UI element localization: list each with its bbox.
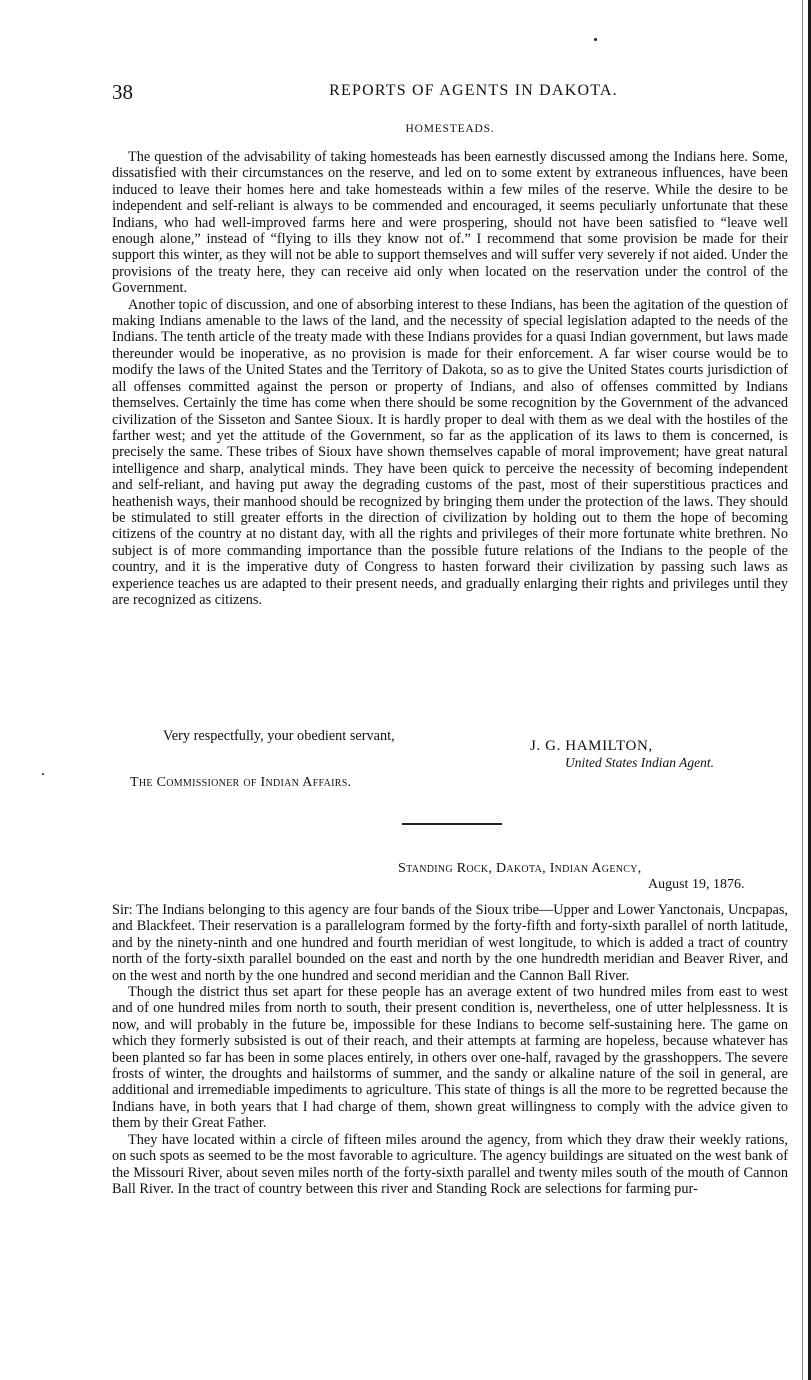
page-number: 38 — [112, 80, 133, 104]
running-head: REPORTS OF AGENTS IN DAKOTA. — [329, 82, 618, 99]
section-heading-homesteads: HOMESTEADS. — [405, 123, 495, 135]
dateline-date: August 19, 1876. — [648, 877, 745, 892]
dateline-place: Standing Rock, Dakota, Indian Agency, — [398, 861, 642, 876]
page-edge-line — [802, 0, 803, 1380]
section-divider — [402, 823, 502, 825]
paragraph: Another topic of discussion, and one of absorbing interest to these Indians, has been the agitation of the question of making Indians amenable to the laws of the land, and the necessity of special legislation adapted to the needs of the Indians. The tenth article of the treaty made with these Indians provides for a quasi Indian government, but laws made thereunder would be inoperative, as no provision is made for their enforcement. A far wiser course would be to modify the laws of the United States and the Territory of Dakota, so as to give the United States courts jurisdiction of all offenses committed against the person or property of Indians, and also of offenses committed by Indians themselves. Certainly the time has come when there should be some recognition by the Government of the advanced civilization of the Sisseton and Santee Sioux. It is hardly proper to deal with them as we deal with the hostiles of the farther west; and yet the attitude of the Government, so far as the application of its laws to them is concerned, is precisely the same. These tribes of Sioux have shown themselves capable of moral improvement; have great natural intelligence and sharp, analytical minds. They have been quick to perceive the necessity of becoming independent and self-reliant, and having put away the degrading customs of the past, most of their superstitious practices and heathenish ways, their manhood should be recognized by bringing them under the protection of the laws. They should be stimulated to still greater efforts in the direction of civilization by holding out to them the hope of becoming citizens of the country at no distant day, with all the rights and privileges of their more fortunate white brethren. No subject is of more commanding importance than the possible future relations of the Indians to the people of the country, and it is the imperative duty of Congress to hasten forward their civilization by passing such laws as experience teaches us are adapted to their present needs, and gradually enlarging their rights and privileges until they are recognized as citizens. — [112, 296, 788, 608]
print-speck — [594, 38, 597, 41]
signature-title: United States Indian Agent. — [565, 755, 714, 770]
standing-rock-body — [112, 902, 788, 1197]
addressee: The Commissioner of Indian Affairs. — [130, 775, 352, 790]
print-speck — [42, 773, 44, 775]
homesteads-body — [112, 149, 788, 608]
paragraph: They have located within a circle of fifteen miles around the agency, from which they draw their weekly rations, on such spots as seemed to be the most favorable to agriculture. The agency buildings are situated on the west bank of the Missouri River, about seven miles north of the forty-sixth parallel and twenty miles south of the mouth of Cannon Ball River. In the tract of country between this river and Standing Rock are selections for farming pur- — [112, 1131, 788, 1197]
page-header — [112, 80, 775, 104]
closing-salutation: Very respectfully, your obedient servant, — [163, 728, 395, 744]
paragraph: The question of the advisability of taking homesteads has been earnestly discussed among the Indians here. Some, dissatisfied with their circumstances on the reserve, and led on to some extent by extraneous influences, have been induced to leave their homes here and take homesteads within a few miles of the reserve. While the desire to be independent and self-reliant is always to be commended and encouraged, it seems peculiarly unfortunate that these Indians, who had well-improved farms here and were prospering, should not have been satisfied to “leave well enough alone,” instead of “flying to ills they know not of.” I recommend that some provision be made for their support this winter, as they will not be able to support themselves and will suffer very severely if not aided. Under the provisions of the treaty here, they can receive aid only when located on the reservation under the control of the Government. — [112, 149, 788, 297]
paragraph: Though the district thus set apart for these people has an average extent of two hundred miles from east to west and of one hundred miles from north to south, their present condition is, nevertheless, one of utter helplessness. It is now, and will probably in the future be, impossible for these Indians to become self-sustaining here. The game on which they formerly subsisted is out of their reach, and their attempts at farming are hopeless, because whatever has been planted so far has been in some places entirely, in others over one-half, ravaged by the grasshoppers. The severe frosts of winter, the droughts and hailstorms of summer, and the sandy or alkaline nature of the soil in general, are additional and irremediable impediments to agriculture. This state of things is all the more to be regretted because the Indians have, in both years that I had charge of them, shown great willingness to comply with the advice given to them by their Great Father. — [112, 984, 788, 1132]
signature-name: J. G. HAMILTON, — [530, 738, 653, 754]
paragraph: Sir: The Indians belonging to this agency are four bands of the Sioux tribe—Upper and Lower Yanctonais, Uncpapas, and Blackfeet. Their reservation is a parallelogram formed by the forty-fifth and forty-sixth parallel of north latitude, and by the ninety-ninth and one hundred and fourth meridian of west longitude, to which is added a tract of country north of the forty-sixth parallel bounded on the east and north by the one hundredth meridian and Beaver River, and on the west and north by the one hundred and second meridian and the Cannon Ball River. — [112, 902, 788, 984]
